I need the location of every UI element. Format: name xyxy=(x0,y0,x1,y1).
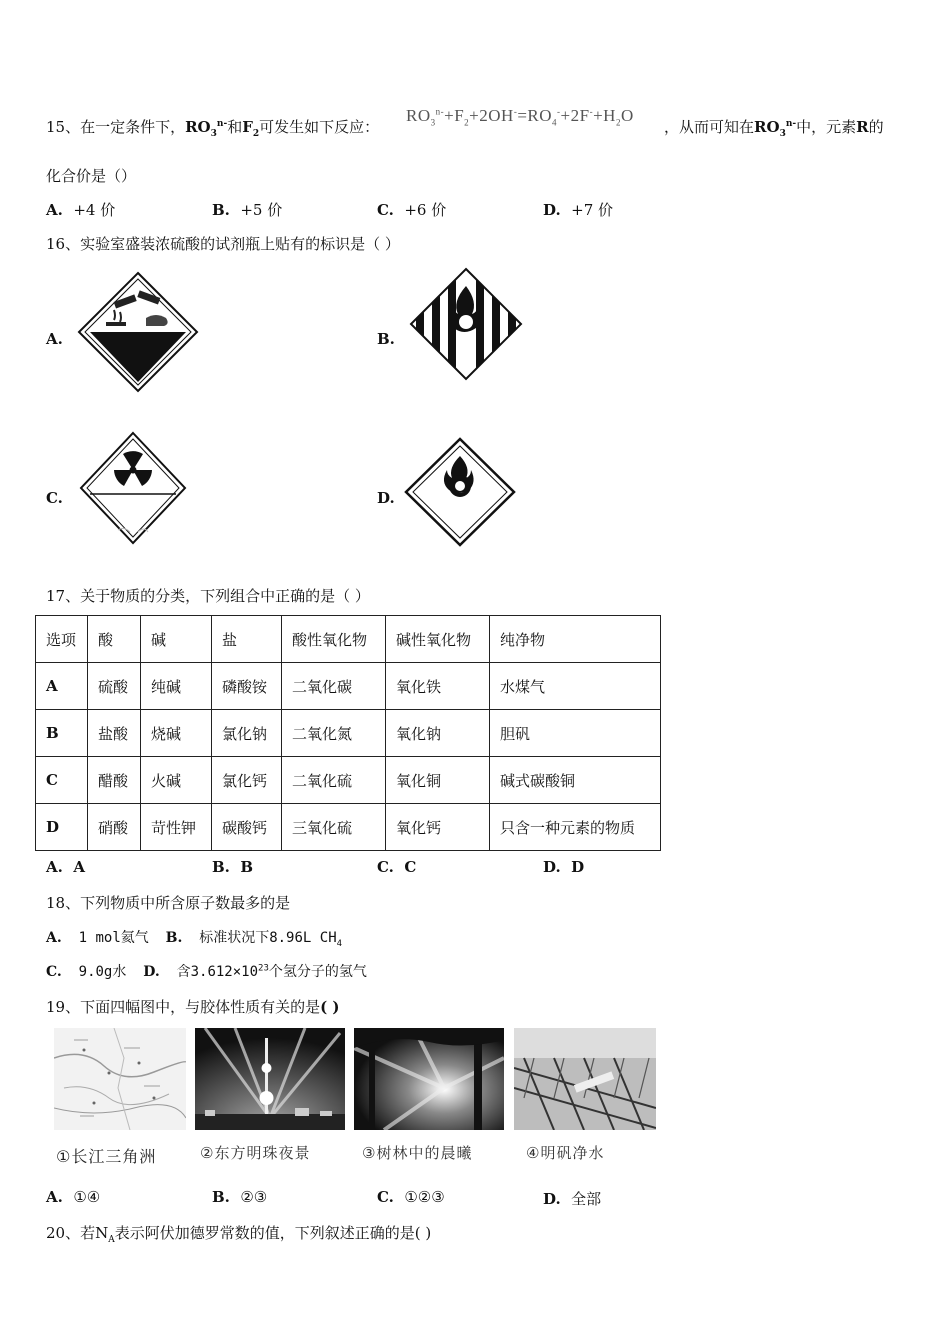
table-cell: 氧化铜 xyxy=(386,757,490,804)
q19-option-b-label: B. xyxy=(212,1188,230,1206)
table-cell: 盐酸 xyxy=(88,710,141,757)
q15-species1-sub: 3 xyxy=(210,129,217,139)
q15-line1-tail xyxy=(664,116,884,139)
q19-stem xyxy=(46,996,340,1017)
q19-option-c[interactable] xyxy=(377,1188,445,1206)
q16-option-d-label[interactable]: D. xyxy=(377,489,395,507)
table-cell: 火碱 xyxy=(141,757,212,804)
table-header-cell: 盐 xyxy=(212,616,282,663)
photo-caption-2: ②东方明珠夜景 xyxy=(200,1144,311,1162)
table-cell: 二氧化碳 xyxy=(282,663,386,710)
q16-option-c-label[interactable]: C. xyxy=(46,489,63,507)
table-cell: 磷酸铵 xyxy=(212,663,282,710)
q15-species2-base: F xyxy=(242,118,253,136)
f-p4-sup: - xyxy=(557,106,561,117)
q15-option-d[interactable] xyxy=(543,199,613,220)
table-cell: 碳酸钙 xyxy=(212,804,282,851)
q15-option-c-text: +6 价 xyxy=(404,201,447,219)
q17-option-a-label: A. xyxy=(46,858,63,876)
q18-option-d-text-a: 含3.612×10 xyxy=(176,964,259,980)
table-cell: 水煤气 xyxy=(490,663,661,710)
alum-water-purification-image xyxy=(514,1028,656,1130)
table-header-cell: 酸 xyxy=(88,616,141,663)
q19-option-c-text: ①②③ xyxy=(404,1188,445,1206)
q15-option-b-label: B. xyxy=(212,201,230,219)
q18-stem: 18、下列物质中所含原子数最多的是 xyxy=(46,894,291,912)
q15-species2-sub: 2 xyxy=(252,129,260,139)
q17-option-b[interactable] xyxy=(212,858,253,876)
table-cell: C xyxy=(36,757,88,804)
table-row xyxy=(36,663,661,710)
q15-species2 xyxy=(242,118,260,139)
q19-stem-text: 19、下面四幅图中，与胶体性质有关的是 xyxy=(46,998,321,1016)
q15-species3-sub: 3 xyxy=(779,129,786,139)
q15-text-b: 和 xyxy=(227,118,243,136)
q15-species1-base: RO xyxy=(185,118,211,136)
table-cell: 氧化钙 xyxy=(386,804,490,851)
q18-option-b-text: 标准状况下8.96L CH xyxy=(199,930,337,946)
q16-option-a-label[interactable]: A. xyxy=(46,330,63,348)
f-p1: RO xyxy=(406,106,431,125)
q18-option-b-sub: 4 xyxy=(336,938,343,949)
q20-stem xyxy=(46,1222,431,1245)
q15-text-a: 15、在一定条件下， xyxy=(46,118,186,136)
q15-text-f: 的 xyxy=(868,118,884,136)
table-header-cell: 选项 xyxy=(36,616,88,663)
q19-option-d-label: D. xyxy=(543,1190,561,1208)
table-header-cell: 碱性氧化物 xyxy=(386,616,490,663)
q18-option-b-label[interactable]: B. xyxy=(165,930,183,946)
table-cell: 氯化钠 xyxy=(212,710,282,757)
f-p4: =RO xyxy=(517,106,553,125)
q15-line1 xyxy=(46,116,379,139)
radioactive-sign-icon xyxy=(78,430,188,546)
q15-option-a-label: A. xyxy=(46,201,63,219)
q15-option-b[interactable] xyxy=(212,199,282,220)
photo-caption-3: ③树林中的晨曦 xyxy=(362,1144,473,1162)
q15-species1-sup: n- xyxy=(216,119,228,129)
table-header-cell: 纯净物 xyxy=(490,616,661,663)
q15-species3 xyxy=(754,118,797,139)
q15-line2: 化合价是（） xyxy=(46,167,137,185)
f-p5-sup: - xyxy=(589,106,594,117)
q17-option-d-text: D xyxy=(571,858,585,876)
table-cell: 碱式碳酸铜 xyxy=(490,757,661,804)
table-cell: 苛性钾 xyxy=(141,804,212,851)
table-row xyxy=(36,804,661,851)
oriental-pearl-night-image xyxy=(195,1028,345,1130)
q18-option-c-label[interactable]: C. xyxy=(46,964,62,980)
q20-stem-sub: A xyxy=(108,1235,115,1245)
q15-element: R xyxy=(856,118,869,136)
q18-option-d-text-b: 个氢分子的氢气 xyxy=(268,964,367,980)
table-cell: 氧化钠 xyxy=(386,710,490,757)
table-header-row xyxy=(36,616,661,663)
f-p6-sub: 2 xyxy=(615,117,621,128)
table-row xyxy=(36,757,661,804)
oxidizer-sign-icon xyxy=(402,436,518,548)
table-header-cell: 酸性氧化物 xyxy=(282,616,386,663)
q15-option-b-text: +5 价 xyxy=(240,201,283,219)
table-cell: 三氧化硫 xyxy=(282,804,386,851)
q17-option-c[interactable] xyxy=(377,858,416,876)
q15-option-d-label: D. xyxy=(543,201,561,219)
q15-option-c[interactable] xyxy=(377,199,446,220)
q20-stem-a: 20、若N xyxy=(46,1224,109,1242)
q18-option-a-text: 1 mol氦气 xyxy=(78,930,149,946)
f-p1-sub: 3 xyxy=(430,117,436,128)
table-cell: D xyxy=(36,804,88,851)
q15-reaction-equation xyxy=(406,106,634,127)
q19-option-b[interactable] xyxy=(212,1188,267,1206)
f-p4-sub: 4 xyxy=(552,117,558,128)
yangtze-delta-map-image xyxy=(54,1028,186,1130)
q19-option-b-text: ②③ xyxy=(240,1188,268,1206)
q15-option-c-label: C. xyxy=(377,201,394,219)
q18-line2 xyxy=(46,961,367,981)
q17-option-b-label: B. xyxy=(212,858,230,876)
table-cell: 硝酸 xyxy=(88,804,141,851)
q15-option-a[interactable] xyxy=(46,199,115,220)
q15-text-c: 可发生如下反应： xyxy=(259,118,380,136)
f-p2-sub: 2 xyxy=(464,117,470,128)
q16-option-b-label[interactable]: B. xyxy=(377,330,395,348)
classification-table xyxy=(35,615,661,851)
f-p3: +2OH xyxy=(469,106,514,125)
table-cell: 硫酸 xyxy=(88,663,141,710)
table-row xyxy=(36,710,661,757)
q18-option-d-sup: 23 xyxy=(258,963,269,974)
q17-stem: 17、关于物质的分类，下列组合中正确的是（ ） xyxy=(46,587,370,605)
q19-option-a-label: A. xyxy=(46,1188,63,1206)
q19-option-d-text: 全部 xyxy=(571,1190,602,1208)
q15-option-a-text: +4 价 xyxy=(73,201,116,219)
corrosive-sign-icon xyxy=(76,270,200,394)
f-p1-sup: n- xyxy=(435,106,445,117)
f-p3-sup: - xyxy=(513,106,518,117)
table-cell: 二氧化硫 xyxy=(282,757,386,804)
table-cell: 只含一种元素的物质 xyxy=(490,804,661,851)
q19-option-c-label: C. xyxy=(377,1188,394,1206)
photo-caption-1: ①长江三角洲 xyxy=(56,1147,157,1166)
q17-option-a-text: A xyxy=(73,858,85,876)
q19-stem-paren: ( ) xyxy=(320,998,340,1016)
table-cell: 氯化钙 xyxy=(212,757,282,804)
q17-option-c-label: C. xyxy=(377,858,394,876)
q18-option-c-text: 9.0g水 xyxy=(78,964,127,980)
flammable-solid-sign-icon xyxy=(408,266,524,382)
q15-text-e: 中，元素 xyxy=(796,118,857,136)
q17-option-b-text: B xyxy=(240,858,254,876)
table-cell: 胆矾 xyxy=(490,710,661,757)
q15-species3-sup: n- xyxy=(785,119,797,129)
q18-option-a-label[interactable]: A. xyxy=(46,930,62,946)
forest-morning-light-image xyxy=(354,1028,504,1130)
q15-species3-base: RO xyxy=(754,118,780,136)
q15-option-d-text: +7 价 xyxy=(571,201,614,219)
q18-line1 xyxy=(46,927,342,949)
q17-option-a[interactable] xyxy=(46,858,85,876)
q20-stem-b: 表示阿伏加德罗常数的值，下列叙述正确的是( ) xyxy=(114,1224,432,1242)
f-p7: O xyxy=(620,106,634,125)
q15-species1 xyxy=(185,118,228,139)
f-p2: +F xyxy=(444,106,465,125)
q19-option-d[interactable] xyxy=(543,1188,601,1209)
table-cell: 纯碱 xyxy=(141,663,212,710)
table-cell: 烧碱 xyxy=(141,710,212,757)
table-cell: A xyxy=(36,663,88,710)
q16-stem: 16、实验室盛装浓硫酸的试剂瓶上贴有的标识是（ ） xyxy=(46,235,400,253)
table-cell: 醋酸 xyxy=(88,757,141,804)
q19-option-a[interactable] xyxy=(46,1188,100,1206)
q17-option-c-text: C xyxy=(404,858,417,876)
q17-option-d-label: D. xyxy=(543,858,561,876)
table-cell: B xyxy=(36,710,88,757)
q15-text-d: ，从而可知在 xyxy=(664,118,755,136)
table-cell: 二氧化氮 xyxy=(282,710,386,757)
q18-option-d-label[interactable]: D. xyxy=(143,964,160,980)
photo-caption-4: ④明矾净水 xyxy=(526,1144,605,1162)
f-p6: +H xyxy=(593,106,616,125)
table-cell: 氧化铁 xyxy=(386,663,490,710)
q17-option-d[interactable] xyxy=(543,858,584,876)
table-header-cell: 碱 xyxy=(141,616,212,663)
f-p5: +2F xyxy=(560,106,590,125)
q19-option-a-text: ①④ xyxy=(73,1188,101,1206)
